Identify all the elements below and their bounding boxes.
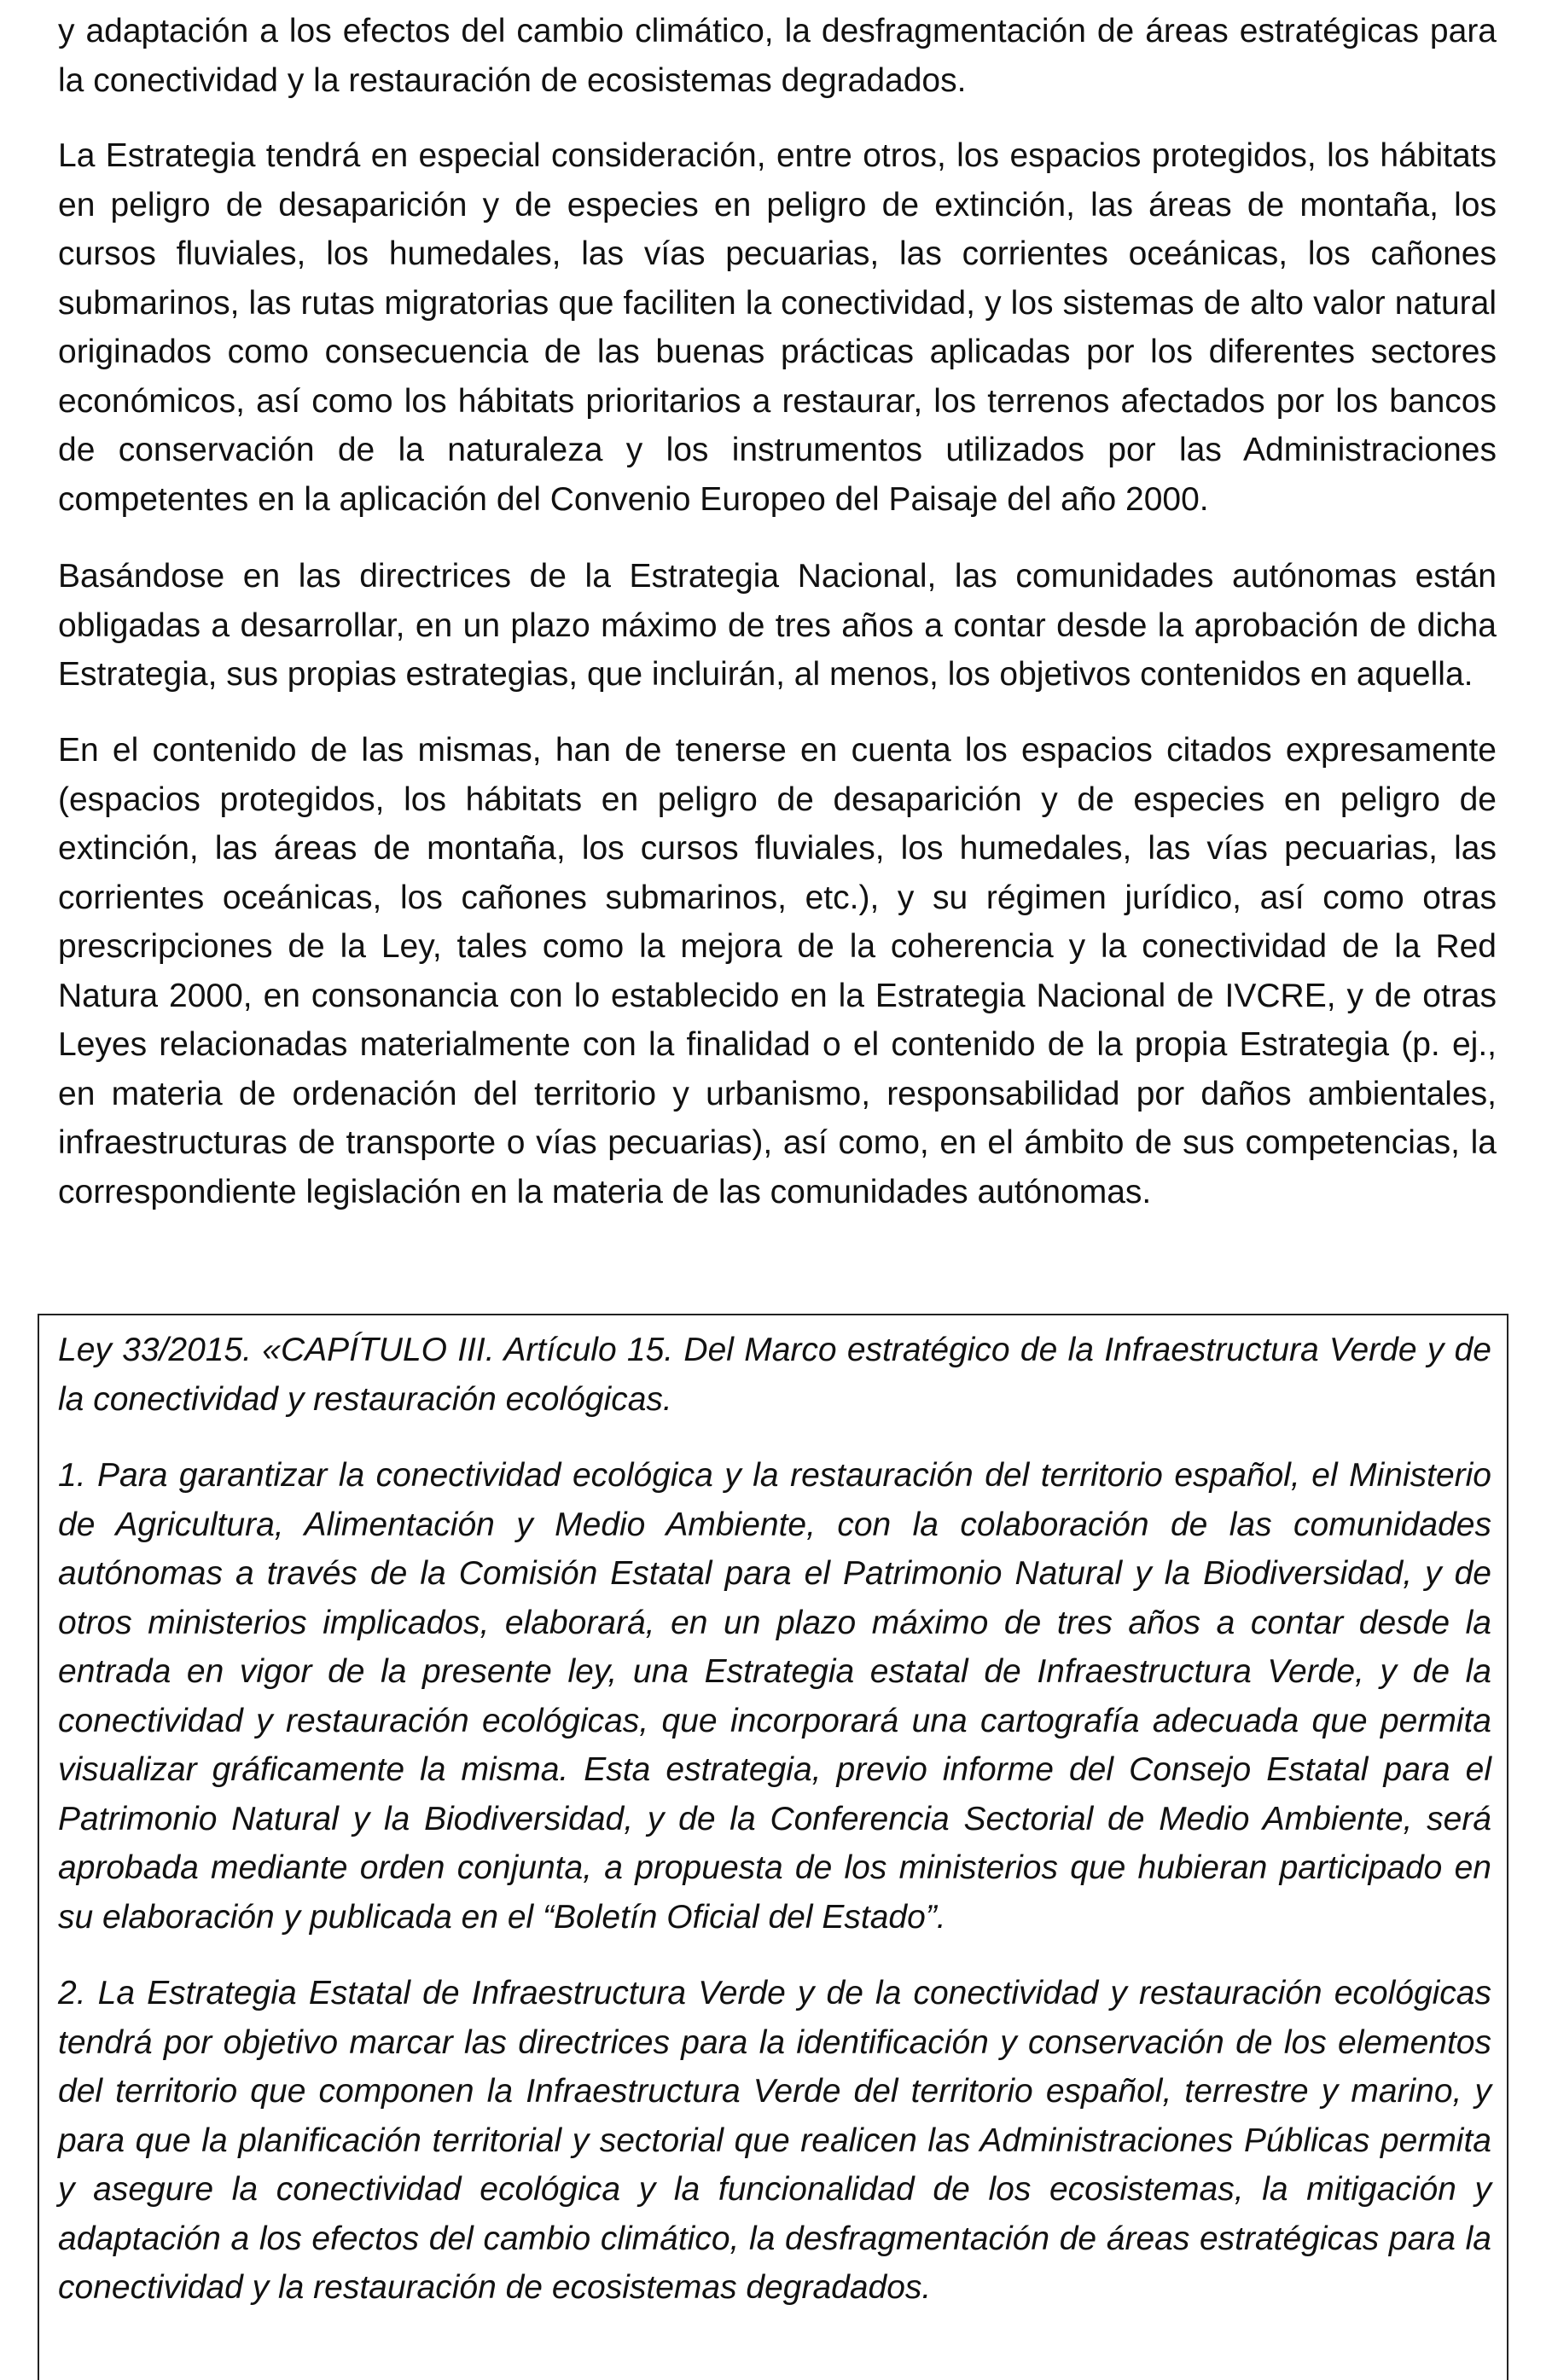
law-quote-box bbox=[38, 1314, 1508, 2380]
paragraph-strategy-considerations: La Estrategia tendrá en especial consideración, entre otros, los espacios protegidos, los hábitats en peligro de desaparición y de especies en peligro de extinción, las áreas de montaña, los cursos fluviales, los humedales, las vías pecuarias, las corrientes oceánicas, los cañones submarinos, las rutas migratorias que faciliten la conectividad, y los sistemas de alto valor natural originados como consecuencia de las buenas prácticas aplicadas por los diferentes sectores económicos, así como los hábitats prioritarios a restaurar, los terrenos afectados por los bancos de conservación de la naturaleza y los instrumentos utilizados por las Administraciones competentes en la aplicación del Convenio Europeo del Paisaje del año 2000. bbox=[58, 137, 1497, 518]
paragraph-continuation: y adaptación a los efectos del cambio climático, la desfragmentación de áreas estratégicas para la conectividad y la restauración de ecosistemas degradados. bbox=[58, 13, 1497, 99]
law-quote-item-1: 1. Para garantizar la conectividad ecológica y la restauración del territorio español, el Ministerio de Agricultura, Alimentación y Medio Ambiente, con la colaboración de las comunidades autónomas a través de la Comisión Estatal para el Patrimonio Natural y la Biodiversidad, y de otros ministerios implicados, elaborará, en un plazo máximo de tres años a contar desde la entrada en vigor de la presente ley, una Estrategia estatal de Infraestructura Verde, y de la conectividad y restauración ecológicas, que incorporará una cartografía adecuada que permita visualizar gráficamente la misma. Esta estrategia, previo informe del Consejo Estatal para el Patrimonio Natural y la Biodiversidad, y de la Conferencia Sectorial de Medio Ambiente, será aprobada mediante orden conjunta, a propuesta de los ministerios que hubieran participado en su elaboración y publicada en el “Boletín Oficial del Estado”. bbox=[58, 1457, 1491, 1936]
law-quote-title: Ley 33/2015. «CAPÍTULO III. Artículo 15. Del Marco estratégico de la Infraestructura Verde y de la conectividad y restauración ecológicas. bbox=[58, 1332, 1491, 1418]
paragraph-content-requirements: En el contenido de las mismas, han de tenerse en cuenta los espacios citados expresamente (espacios protegidos, los hábitats en peligro de desaparición y de especies en peligro de extinción, las áreas de montaña, los cursos fluviales, los humedales, las vías pecuarias, las corrientes oceánicas, los cañones submarinos, etc.), y su régimen jurídico, así como otras prescripciones de la Ley, tales como la mejora de la coherencia y la conectividad de la Red Natura 2000, en consonancia con lo establecido en la Estrategia Nacional de IVCRE, y de otras Leyes relacionadas materialmente con la finalidad o el contenido de la propia Estrategia (p. ej., en materia de ordenación del territorio y urbanismo, responsabilidad por daños ambientales, infraestructuras de transporte o vías pecuarias), así como, en el ámbito de sus competencias, la correspondiente legislación en la materia de las comunidades autónomas. bbox=[58, 732, 1497, 1210]
paragraph-regional-obligations: Basándose en las directrices de la Estrategia Nacional, las comunidades autónomas están obligadas a desarrollar, en un plazo máximo de tres años a contar desde la aprobación de dicha Estrategia, sus propias estrategias, que incluirán, al menos, los objetivos contenidos en aquella. bbox=[58, 558, 1497, 693]
law-quote-item-2: 2. La Estrategia Estatal de Infraestructura Verde y de la conectividad y restauración ecológicas tendrá por objetivo marcar las directrices para la identificación y conservación de los elementos del territorio que componen la Infraestructura Verde del territorio español, terrestre y marino, y para que la planificación territorial y sectorial que realicen las Administraciones Públicas permita y asegure la conectividad ecológica y la funcionalidad de los ecosistemas, la mitigación y adaptación a los efectos del cambio climático, la desfragmentación de áreas estratégicas para la conectividad y la restauración de ecosistemas degradados. bbox=[58, 1975, 1491, 2306]
